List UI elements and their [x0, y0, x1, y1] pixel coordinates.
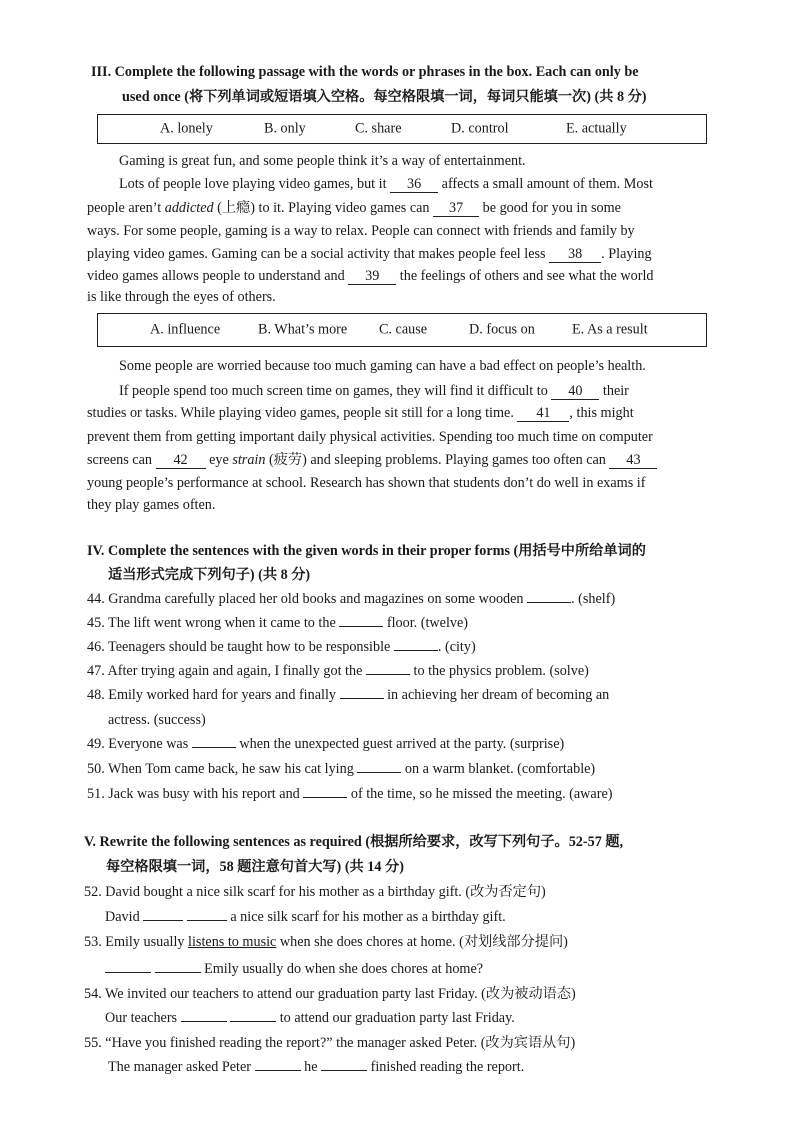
blank-38[interactable]: 38	[549, 247, 601, 263]
question-53-answer: Emily usually do when she does chores at home?	[105, 959, 483, 979]
word-box-2	[97, 313, 707, 347]
question-50: 50. When Tom came back, he saw his cat lying on a warm blanket. (comfortable)	[87, 761, 596, 777]
question-49: 49. Everyone was when the unexpected guest arrived at the party. (surprise)	[87, 736, 565, 752]
underlined-phrase: listens to music	[188, 934, 277, 950]
question-55-answer: The manager asked Peter he finished reading the report.	[108, 1059, 525, 1075]
question-51: 51. Jack was busy with his report and of the time, so he missed the meeting. (aware)	[87, 786, 613, 802]
word-option: C. cause	[379, 321, 428, 338]
passage-line: is like through the eyes of others.	[87, 289, 276, 305]
word-box-1	[97, 114, 707, 144]
question-46: 46. Teenagers should be taught how to be responsible . (city)	[87, 639, 476, 655]
passage-line: screens can 42 eye strain (疲劳) and sleeping problems. Playing games too often can 43	[87, 450, 657, 470]
question-53: 53. Emily usually listens to music when she does chores at home. (对划线部分提问)	[84, 934, 568, 950]
question-54: 54. We invited our teachers to attend our graduation party last Friday. (改为被动语态)	[84, 986, 576, 1002]
passage-line: playing video games. Gaming can be a social activity that makes people feel less 38 . Playing	[87, 246, 652, 262]
passage-line: studies or tasks. While playing video games, people sit still for a long time. 41 , this might	[87, 405, 634, 421]
question-52: 52. David bought a nice silk scarf for his mother as a birthday gift. (改为否定句)	[84, 884, 546, 900]
blank-43[interactable]: 43	[609, 453, 657, 469]
blank-37[interactable]: 37	[433, 201, 479, 217]
passage-line: ways. For some people, gaming is a way to relax. People can connect with friends and family by	[87, 223, 635, 239]
section-4-title-line-2: 适当形式完成下列句子) (共 8 分)	[108, 567, 311, 583]
question-48: 48. Emily worked hard for years and finally in achieving her dream of becoming an	[87, 687, 610, 703]
section-5-title-line-1: V. Rewrite the following sentences as required (根据所给要求，改写下列句子。52-57 题,	[84, 834, 624, 850]
blank-39[interactable]: 39	[348, 269, 396, 285]
answer-blank[interactable]	[187, 920, 227, 921]
passage-line: Some people are worried because too much gaming can have a bad effect on people’s health.	[119, 358, 646, 374]
answer-blank[interactable]	[340, 698, 384, 699]
answer-blank[interactable]	[255, 1070, 301, 1071]
question-47: 47. After trying again and again, I finally got the to the physics problem. (solve)	[87, 663, 589, 679]
blank-42[interactable]: 42	[156, 453, 206, 469]
answer-blank[interactable]	[192, 747, 236, 748]
word-option: D. control	[451, 120, 509, 137]
answer-blank[interactable]	[366, 674, 410, 675]
answer-blank[interactable]	[105, 972, 151, 973]
answer-blank[interactable]	[230, 1021, 276, 1022]
answer-blank[interactable]	[527, 602, 571, 603]
section-4-title-line-1: IV. Complete the sentences with the given words in their proper forms (用括号中所给单词的	[87, 543, 646, 559]
word-option: B. What’s more	[258, 321, 348, 338]
blank-36[interactable]: 36	[390, 177, 438, 193]
answer-blank[interactable]	[143, 920, 183, 921]
blank-40[interactable]: 40	[551, 384, 599, 400]
answer-blank[interactable]	[181, 1021, 227, 1022]
word-option: B. only	[264, 120, 306, 137]
answer-blank[interactable]	[357, 772, 401, 773]
word-option: A. lonely	[160, 120, 213, 137]
blank-41[interactable]: 41	[517, 406, 569, 422]
question-54-answer: Our teachers to attend our graduation party last Friday.	[105, 1010, 515, 1026]
question-52-answer: David a nice silk scarf for his mother as a birthday gift.	[105, 909, 506, 925]
section-5-title-line-2: 每空格限填一词，58 题注意句首大写) (共 14 分)	[106, 859, 404, 875]
passage-line: Gaming is great fun, and some people think it’s a way of entertainment.	[119, 153, 526, 169]
word-option: E. actually	[566, 120, 627, 137]
passage-line: Lots of people love playing video games, but it 36 affects a small amount of them. Most	[119, 176, 653, 192]
passage-line: If people spend too much screen time on games, they will find it difficult to 40 their	[119, 383, 629, 399]
answer-blank[interactable]	[303, 797, 347, 798]
passage-line: young people’s performance at school. Research has shown that students don’t do well in exams if	[87, 475, 646, 491]
passage-line: people aren’t addicted (上瘾) to it. Playing video games can 37 be good for you in some	[87, 200, 621, 216]
answer-blank[interactable]	[394, 650, 438, 651]
word-option: D. focus on	[469, 321, 535, 338]
answer-blank[interactable]	[321, 1070, 367, 1071]
word-option: C. share	[355, 120, 402, 137]
word-option: E. As a result	[572, 321, 648, 338]
question-45: 45. The lift went wrong when it came to the floor. (twelve)	[87, 615, 468, 631]
answer-blank[interactable]	[155, 972, 201, 973]
word-option: A. influence	[150, 321, 221, 338]
passage-line: video games allows people to understand and 39 the feelings of others and see what the world	[87, 268, 654, 284]
passage-line: prevent them from getting important daily physical activities. Spending too much time on computer	[87, 429, 653, 445]
section-3-title-line-2: used once (将下列单词或短语填入空格。每空格限填一词，每词只能填一次) (共 8 分)	[122, 89, 647, 105]
section-3-title-line-1: III. Complete the following passage with the words or phrases in the box. Each can only be	[91, 64, 639, 80]
passage-line: they play games often.	[87, 497, 216, 513]
question-55: 55. “Have you finished reading the report?” the manager asked Peter. (改为宾语从句)	[84, 1035, 576, 1051]
question-44: 44. Grandma carefully placed her old books and magazines on some wooden . (shelf)	[87, 591, 616, 607]
answer-blank[interactable]	[339, 626, 383, 627]
question-48-continued: actress. (success)	[108, 712, 206, 728]
